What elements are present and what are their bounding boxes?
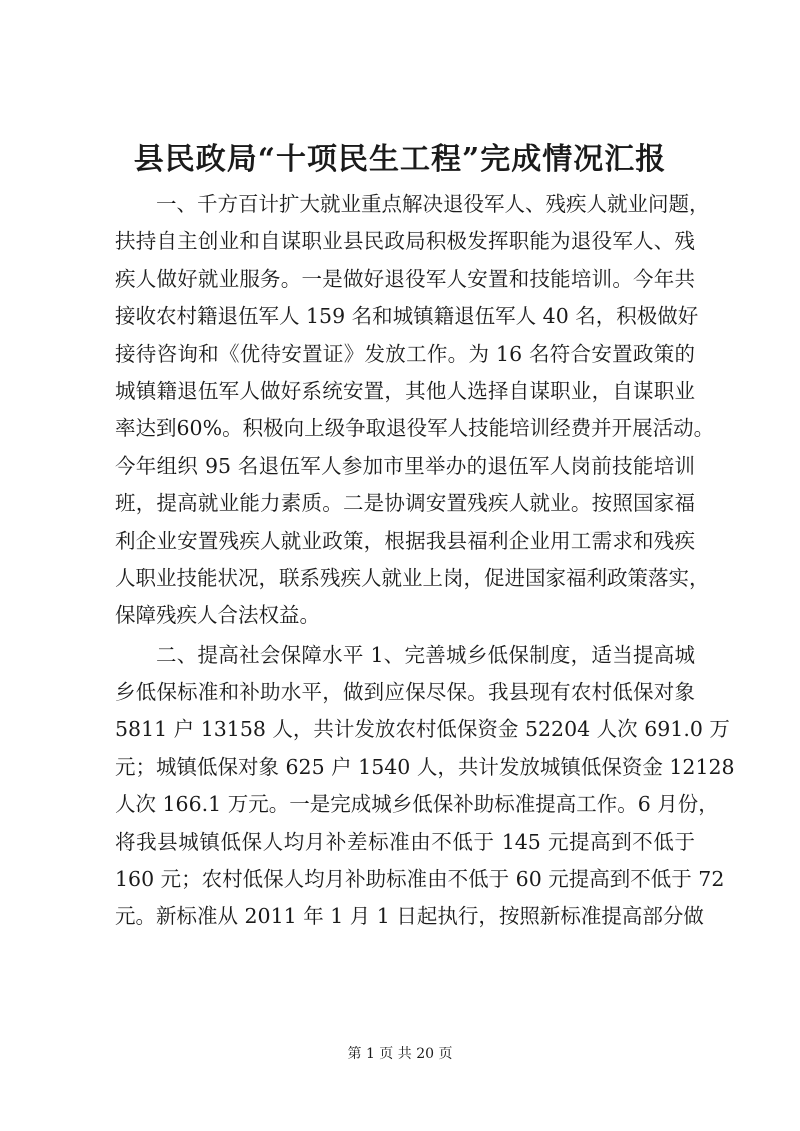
text-line: 班，提高就业能力素质。二是协调安置残疾人就业。按照国家福 <box>115 491 695 516</box>
paragraph-employment <box>115 186 715 635</box>
text-line: 人职业技能状况，联系残疾人就业上岗，促进国家福利政策落实， <box>115 565 710 590</box>
text-line: 乡低保标准和补助水平，做到应保尽保。我县现有农村低保对象 <box>115 680 695 705</box>
text-line: 率达到60%。积极向上级争取退役军人技能培训经费并开展活动。 <box>115 416 715 441</box>
text-line: 扶持自主创业和自谋职业县民政局积极发挥职能为退役军人、残 <box>115 229 695 254</box>
text-line: 城镇籍退伍军人做好系统安置，其他人选择自谋职业，自谋职业 <box>115 378 695 403</box>
document-body <box>115 186 735 936</box>
document-title: 县民政局“十项民生工程”完成情况汇报 <box>133 142 667 177</box>
text-line: 今年组织 95 名退伍军人参加市里举办的退伍军人岗前技能培训 <box>115 453 695 478</box>
text-line: 元；城镇低保对象 625 户 1540 人，共计发放城镇低保资金 12128 <box>115 754 735 779</box>
text-line: 接待咨询和《优待安置证》发放工作。为 16 名符合安置政策的 <box>115 341 695 366</box>
text-line: 保障残疾人合法权益。 <box>115 603 320 628</box>
text-line: 一、千方百计扩大就业重点解决退役军人、残疾人就业问题， <box>156 192 710 216</box>
text-line: 二、提高社会保障水平 1、完善城乡低保制度，适当提高城 <box>156 642 695 667</box>
text-line: 元。新标准从 2011 年 1 月 1 日起执行，按照新标准提高部分做 <box>115 904 704 929</box>
text-line: 利企业安置残疾人就业政策，根据我县福利企业用工需求和残疾 <box>115 528 695 553</box>
text-line: 160 元；农村低保人均月补助标准由不低于 60 元提高到不低于 72 <box>115 867 725 892</box>
text-line: 疾人做好就业服务。一是做好退役军人安置和技能培训。今年共 <box>115 266 695 291</box>
text-line: 接收农村籍退伍军人 159 名和城镇籍退伍军人 40 名，积极做好 <box>115 304 699 329</box>
text-line: 人次 166.1 万元。一是完成城乡低保补助标准提高工作。6 月份， <box>115 792 719 817</box>
paragraph-social-security <box>115 637 735 936</box>
page-footer: 第 1 页 共 20 页 <box>347 1046 453 1062</box>
text-line: 5811 户 13158 人，共计发放农村低保资金 52204 人次 691.0 万 <box>115 717 730 742</box>
text-line: 将我县城镇低保人均月补差标准由不低于 145 元提高到不低于 <box>115 829 695 854</box>
